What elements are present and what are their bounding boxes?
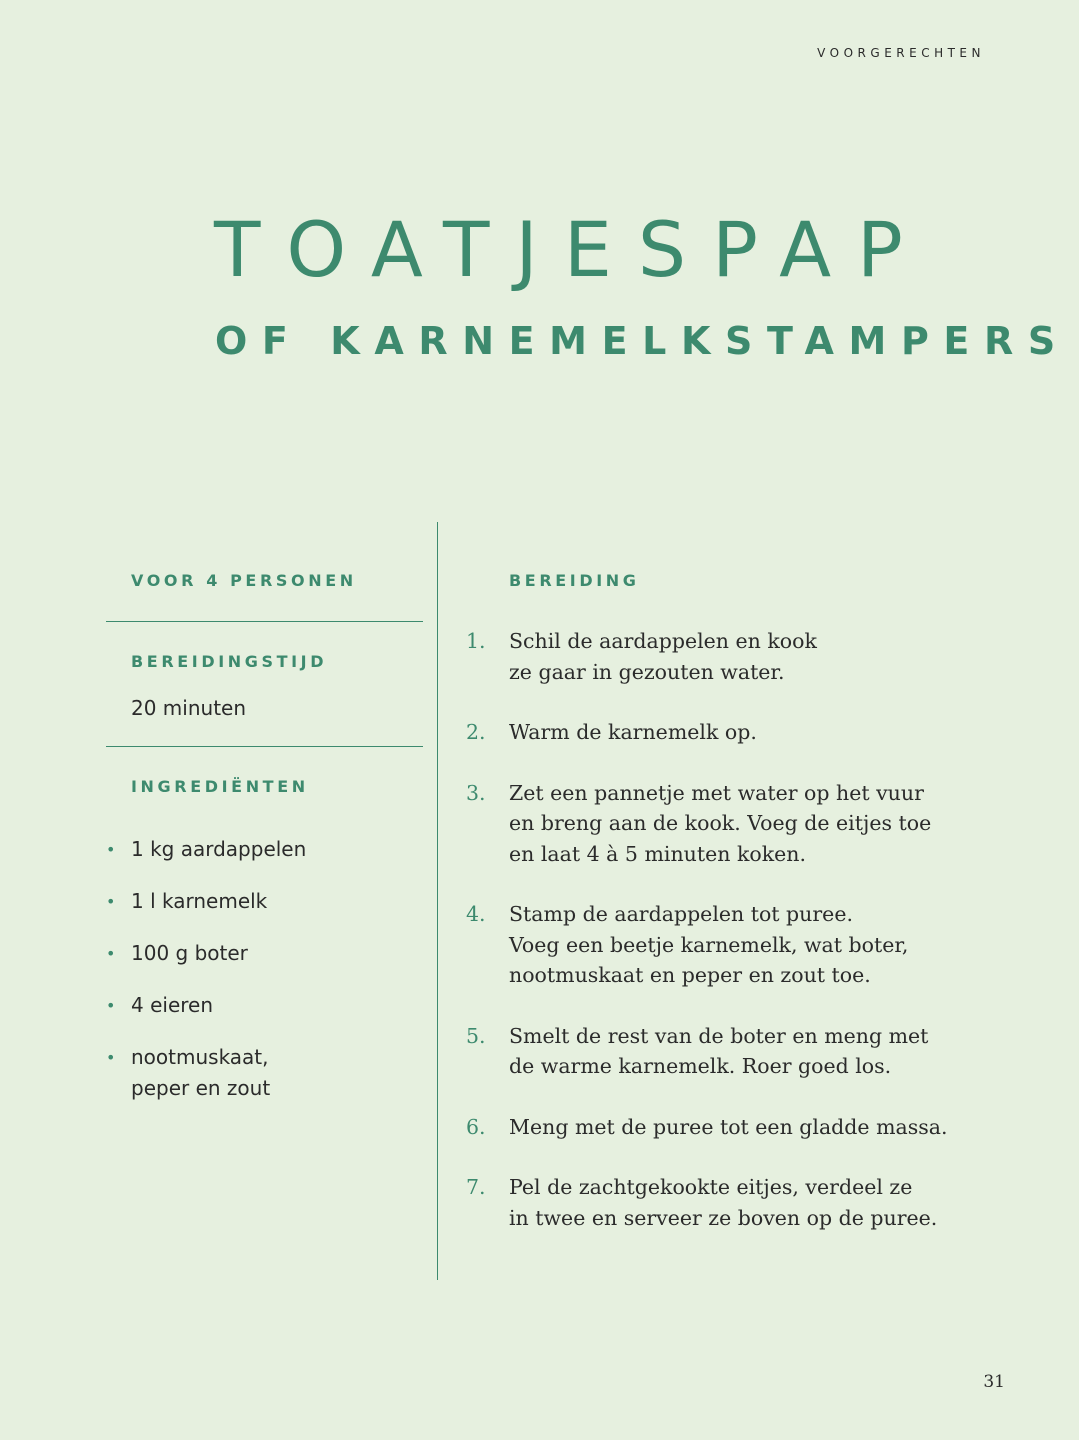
step-text: Stamp de aardappelen tot puree.	[509, 902, 853, 926]
page-number: 31	[983, 1372, 1005, 1392]
ingredient-item	[106, 834, 306, 865]
step-text: nootmuskaat en peper en zout toe.	[509, 963, 871, 987]
step-item	[466, 1112, 1006, 1143]
prep-time-heading: BEREIDINGSTIJD	[131, 652, 328, 671]
section-label: VOORGERECHTEN	[817, 46, 985, 60]
bullet-icon: •	[106, 944, 116, 963]
column-divider	[437, 522, 438, 1280]
preparation-heading: BEREIDING	[509, 571, 640, 590]
recipe-subtitle: OF KARNEMELKSTAMPERS	[215, 319, 1070, 363]
step-item	[466, 899, 1006, 991]
ingredient-item	[106, 1042, 306, 1104]
bullet-icon: •	[106, 1048, 116, 1067]
ingredients-heading: INGREDIËNTEN	[131, 777, 309, 796]
ingredient-item	[106, 886, 306, 917]
ingredients-list	[106, 834, 306, 1125]
step-item	[466, 778, 1006, 870]
recipe-title: TOATJESPAP	[214, 205, 929, 294]
bullet-icon: •	[106, 840, 116, 859]
ingredient-item	[106, 938, 306, 969]
step-number: 1.	[466, 629, 486, 653]
ingredient-text: 4 eieren	[131, 993, 214, 1017]
divider-after-prep-time	[106, 746, 423, 747]
step-number: 2.	[466, 720, 486, 744]
divider-after-servings	[106, 621, 423, 622]
step-text: Pel de zachtgekookte eitjes, verdeel ze	[509, 1175, 913, 1199]
step-text: Zet een pannetje met water op het vuur	[509, 780, 924, 805]
ingredient-text: nootmuskaat,	[131, 1045, 269, 1069]
bullet-icon: •	[106, 996, 116, 1015]
step-text: in twee en serveer ze boven op de puree.	[509, 1205, 938, 1230]
step-number: 5.	[466, 1023, 486, 1048]
prep-time-value: 20 minuten	[131, 696, 247, 720]
step-number: 7.	[466, 1175, 486, 1199]
step-text: en laat 4 à 5 minuten koken.	[509, 841, 806, 866]
step-item	[466, 1172, 1006, 1233]
steps-list	[466, 626, 1006, 1263]
step-text: Meng met de puree tot een gladde massa.	[509, 1114, 948, 1139]
ingredient-item	[106, 990, 306, 1021]
step-text: Smelt de rest van de boter en meng met	[509, 1023, 929, 1048]
step-item	[466, 717, 1006, 748]
step-item	[466, 1021, 1006, 1082]
step-number: 4.	[466, 902, 486, 926]
step-text: ze gaar in gezouten water.	[509, 659, 785, 684]
step-text: Voeg een beetje karnemelk, wat boter,	[509, 932, 909, 957]
step-item	[466, 626, 1006, 687]
ingredient-text: 1 kg aardappelen	[131, 837, 307, 861]
step-text: en breng aan de kook. Voeg de eitjes toe	[509, 811, 932, 835]
ingredient-text: 100 g boter	[131, 941, 248, 965]
step-number: 3.	[466, 780, 486, 805]
step-text: Warm de karnemelk op.	[509, 720, 757, 744]
step-number: 6.	[466, 1114, 486, 1139]
ingredient-text: peper en zout	[131, 1076, 271, 1100]
step-text: de warme karnemelk. Roer goed los.	[509, 1054, 892, 1078]
ingredient-text: 1 l karnemelk	[131, 889, 268, 913]
bullet-icon: •	[106, 892, 116, 911]
step-text: Schil de aardappelen en kook	[509, 629, 817, 653]
servings-heading: VOOR 4 PERSONEN	[131, 571, 357, 590]
